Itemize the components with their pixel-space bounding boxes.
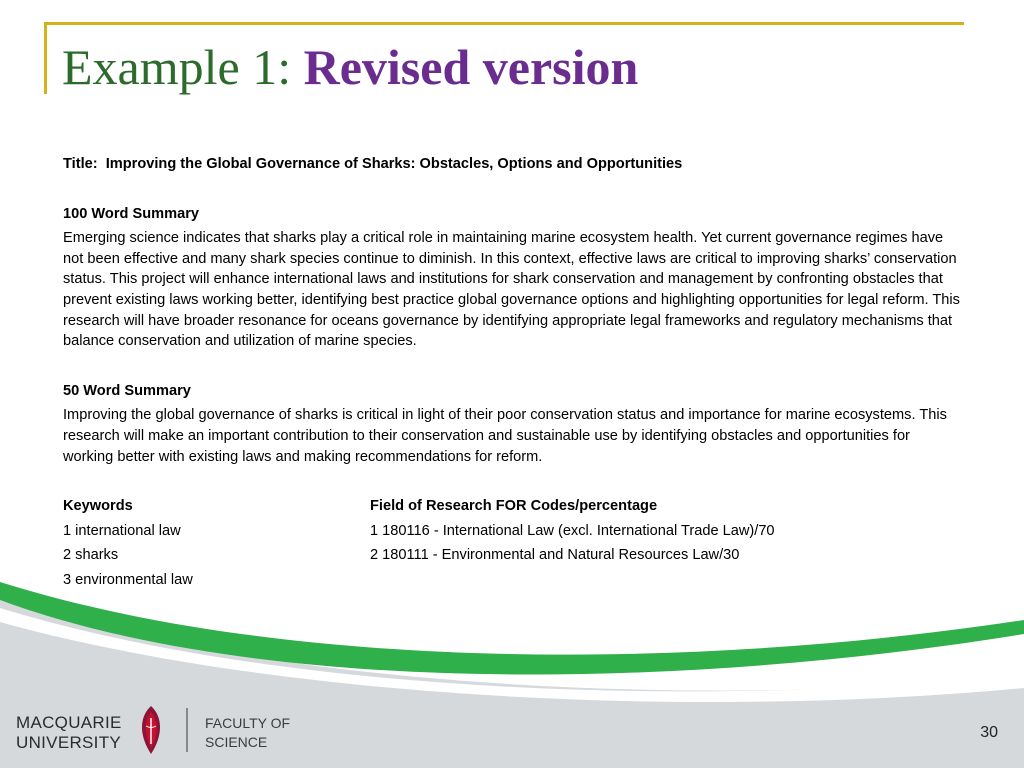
page-number: 30 (980, 724, 998, 741)
for-code-item: 2 180111 - Environmental and Natural Resources Law/30 (370, 547, 740, 564)
title-frame-left (44, 22, 47, 94)
summary50-heading: 50 Word Summary (63, 382, 191, 399)
for-codes-heading: Field of Research FOR Codes/percentage (370, 498, 658, 515)
title-frame-top (44, 22, 964, 25)
summary100-text: Emerging science indicates that sharks play a critical role in maintaining marine ecosystem health. Yet current governance regimes have not been effective and many shark species continue to diminish. In this context, effective laws are critical to improving sharks’ conservation status. This project will enhance international laws and institutions for shark conservation and management by confronting obstacles that prevent existing laws working better, identifying best practice global governance options and highlighting opportunities for legal reform. This research will have broader resonance for oceans governance by identifying appropriate legal frameworks and regulatory mechanisms that balance conservation and utilization of marine species. (63, 230, 960, 350)
university-line1: MACQUARIE (16, 713, 122, 732)
university-wordmark (16, 713, 122, 753)
lighthouse-crest-icon (134, 704, 168, 756)
faculty-line2: SCIENCE (205, 734, 268, 750)
footer-divider (186, 708, 188, 752)
title-prefix: Example 1: (62, 39, 292, 95)
summary50-text: Improving the global governance of sharks is critical in light of their poor conservation status and importance for marine ecosystems. This research will make an important contribution to their conservation and sustainable use by identifying obstacles and opportunities for working better with existing laws and making recommendations for reform. (63, 407, 947, 465)
project-title-line (63, 154, 963, 175)
project-title-label: Title: (63, 156, 98, 172)
project-title-text: Improving the Global Governance of Sharks: Obstacles, Options and Opportunities (105, 156, 683, 172)
summary100-heading: 100 Word Summary (63, 205, 199, 222)
keywords-heading: Keywords (63, 498, 133, 515)
title-emphasis: Revised version (303, 39, 639, 95)
slide-content (63, 154, 963, 591)
for-code-item: 1 180116 - International Law (excl. International Trade Law)/70 (370, 522, 775, 539)
faculty-line1: FACULTY OF (205, 715, 291, 731)
keyword-item: 2 sharks (63, 547, 119, 564)
keyword-item: 1 international law (63, 522, 181, 539)
university-line2: UNIVERSITY (16, 733, 122, 752)
faculty-wordmark (205, 714, 290, 752)
slide-title (62, 40, 638, 95)
keyword-item: 3 environmental law (63, 571, 193, 588)
